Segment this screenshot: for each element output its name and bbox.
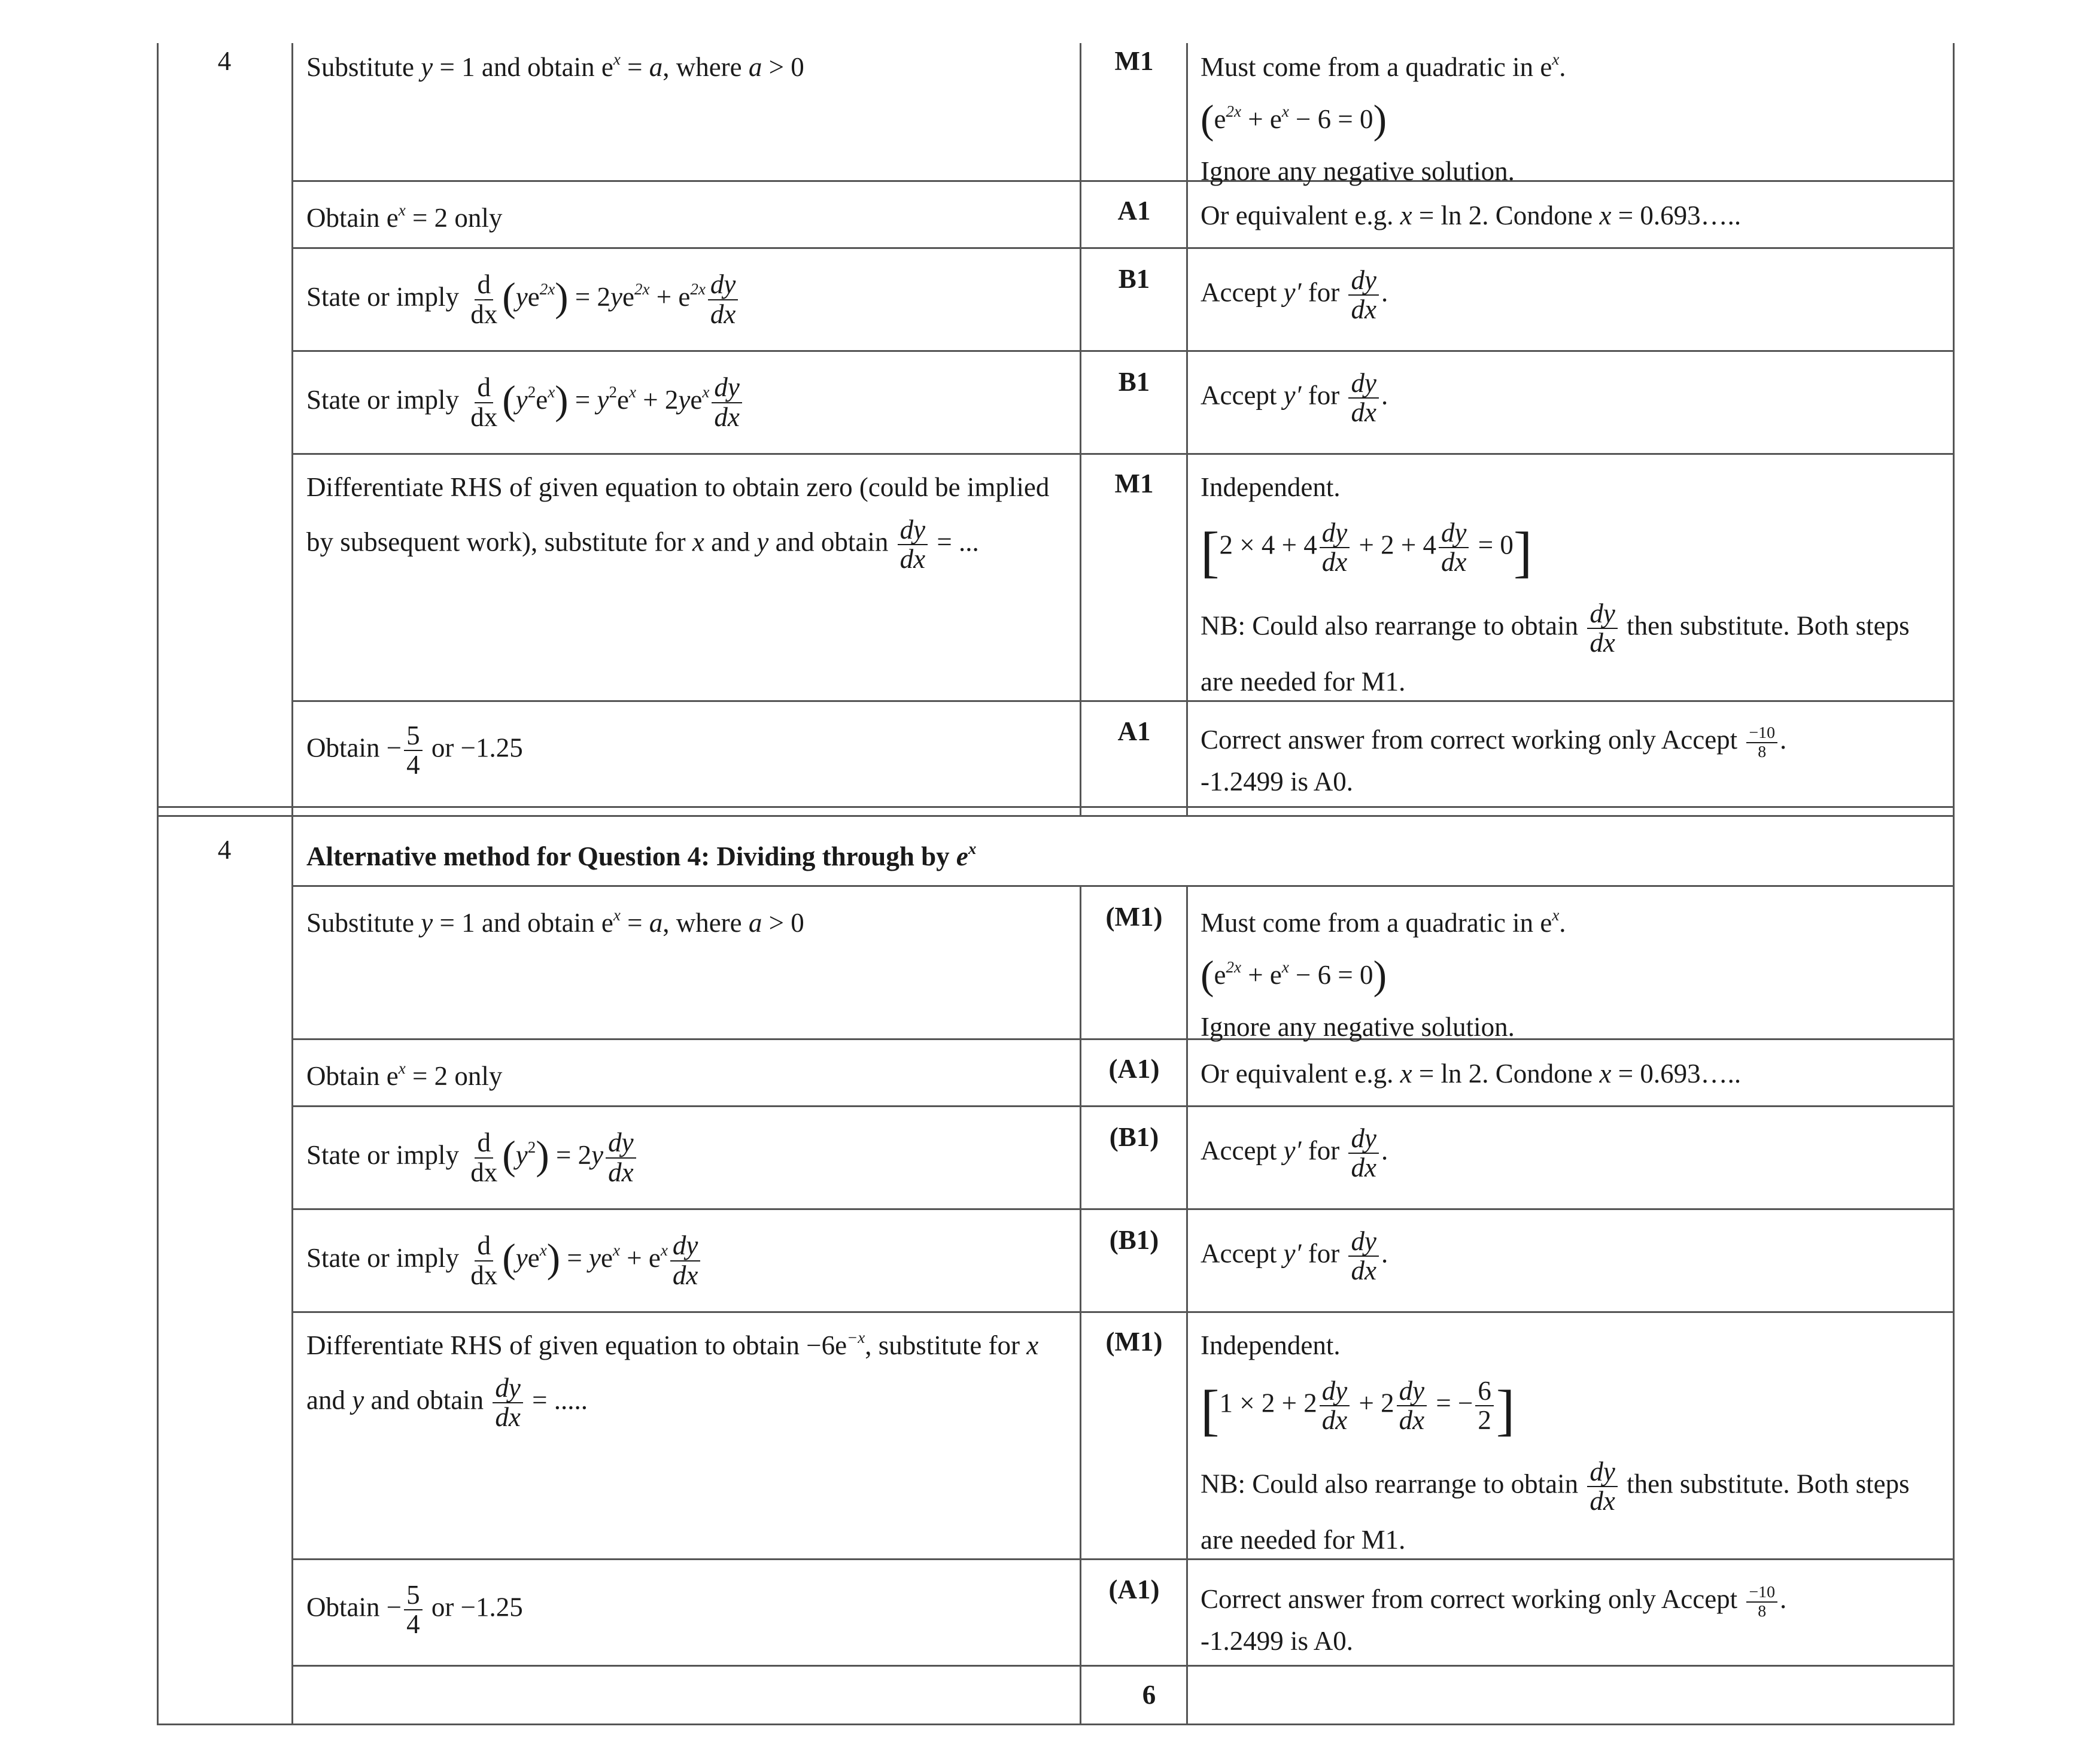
answer-cell: State or imply $\frac{d}{dx}$ $(y^2) = 2y$ $\frac{dy}{dx}$ [306, 1124, 639, 1187]
mark-code: (B1) [1109, 1122, 1159, 1152]
table-border-right-alt [1953, 809, 1955, 1725]
guidance-cell: Must come from a quadratic in $e^x$. $(e^{2x} + e^x - 6 = 0)$ Ignore any negative solution. [1201, 50, 1566, 187]
table-border-left [157, 43, 159, 860]
table-border-left-alt [157, 809, 159, 1725]
answer-cell: Differentiate RHS of given equation to obtain $-6e^{-x}$, substitute for x and y and obtain $\frac{dy}{dx}$ = ..... [306, 1329, 1039, 1432]
guidance-cell: Accept y′ for $\frac{dy}{dx}$ . [1201, 265, 1388, 325]
answer-cell: State or imply $\frac{d}{dx}$ $(ye^{2x}) = 2ye^{2x} + e^{2x}$ $\frac{dy}{dx}$ [306, 266, 740, 329]
row-divider [291, 247, 1955, 249]
mark-code: A1 [1117, 196, 1151, 226]
answer-cell: State or imply $\frac{d}{dx}$ $(y^2e^x) = y^2e^x + 2ye^x$ $\frac{dy}{dx}$ [306, 369, 744, 432]
guidance-cell: Accept y′ for $\frac{dy}{dx}$ . [1201, 368, 1388, 428]
guidance-cell: Correct answer from correct working only Accept $\frac{-10}{8}$ . -1.2499 is A0. [1201, 724, 1787, 797]
mark-code: B1 [1118, 367, 1150, 397]
row-divider [291, 1208, 1955, 1210]
guidance-cell: Independent. [2 × 4 + 4 $\frac{dy}{dx}$ + 2 + 4 $\frac{dy}{dx}$ = 0] NB: Could also rearrange to obtain $\frac{dy}{dx}$ then substitute. Both steps are needed for M1. [1201, 472, 1910, 697]
answer-cell: Obtain − $\frac{5}{4}$ or −1.25 [306, 721, 523, 780]
answer-cell: Obtain $e^x = 2$ only [306, 1059, 503, 1091]
guidance-cell: Must come from a quadratic in $e^x$. $(e^{2x} + e^x - 6 = 0)$ Ignore any negative solution. [1201, 906, 1566, 1042]
row-divider [291, 453, 1955, 455]
guidance-cell: Accept y′ for $\frac{dy}{dx}$ . [1201, 1226, 1388, 1286]
row-divider [291, 885, 1955, 887]
guidance-cell: Or equivalent e.g. x = ln 2. Condone x = 0.693….. [1201, 1059, 1742, 1089]
total-marks: 6 [1142, 1680, 1156, 1710]
answer-cell: Obtain − $\frac{5}{4}$ or −1.25 [306, 1580, 523, 1640]
row-divider [291, 350, 1955, 352]
mark-code: (M1) [1105, 902, 1163, 932]
section-divider-bottom [157, 815, 1955, 817]
answer-cell: Obtain $e^x = 2$ only [306, 201, 503, 233]
answer-cell: Substitute y = 1 and obtain $e^x = a$, where a > 0 [306, 906, 804, 938]
mark-code: A1 [1117, 716, 1151, 746]
row-divider [291, 1665, 1955, 1667]
mark-code: M1 [1114, 46, 1154, 76]
table-border-right [1953, 43, 1955, 860]
guidance-cell: Correct answer from correct working only Accept $\frac{-10}{8}$ . -1.2499 is A0. [1201, 1583, 1787, 1656]
section-divider-top [157, 806, 1955, 808]
answer-cell: Differentiate RHS of given equation to obtain zero (could be implied by subsequent work), substitute for x and y and obtain $\frac{dy}{dx}$ = ... [306, 472, 1050, 574]
row-divider [291, 1311, 1955, 1313]
table-border-bottom [157, 1724, 1955, 1725]
col-divider-marks-alt [1186, 887, 1188, 1725]
row-divider [291, 1105, 1955, 1107]
mark-code: B1 [1118, 264, 1150, 294]
guidance-cell: Independent. [1 × 2 + 2 $\frac{dy}{dx}$ + 2 $\frac{dy}{dx}$ = − $\frac{6}{2}$ ] NB: Could also rearrange to obtain $\frac{dy}{dx}$ then substitute. Both steps are needed for M1. [1201, 1330, 1910, 1555]
answer-cell: Substitute y = 1 and obtain $e^x = a$, where a > 0 [306, 50, 804, 82]
mark-code: (B1) [1109, 1225, 1159, 1255]
answer-cell: State or imply $\frac{d}{dx}$ $(ye^x) = ye^x + e^x$ $\frac{dy}{dx}$ [306, 1227, 703, 1290]
question-number: 4 [217, 835, 232, 865]
row-divider [291, 1038, 1955, 1040]
guidance-cell: Or equivalent e.g. x = ln 2. Condone x = 0.693….. [1201, 200, 1742, 230]
mark-code: (M1) [1105, 1327, 1163, 1357]
row-divider [291, 180, 1955, 182]
col-divider-question [291, 43, 293, 1725]
alt-method-heading: Alternative method for Question 4: Dividing through by $e^x$ [306, 840, 977, 871]
guidance-cell: Accept y′ for $\frac{dy}{dx}$ . [1201, 1123, 1388, 1183]
question-number: 4 [217, 46, 232, 76]
mark-code: M1 [1114, 469, 1154, 498]
mark-code: (A1) [1108, 1574, 1160, 1604]
col-divider-answer-alt [1080, 887, 1081, 1725]
mark-code: (A1) [1108, 1054, 1160, 1084]
